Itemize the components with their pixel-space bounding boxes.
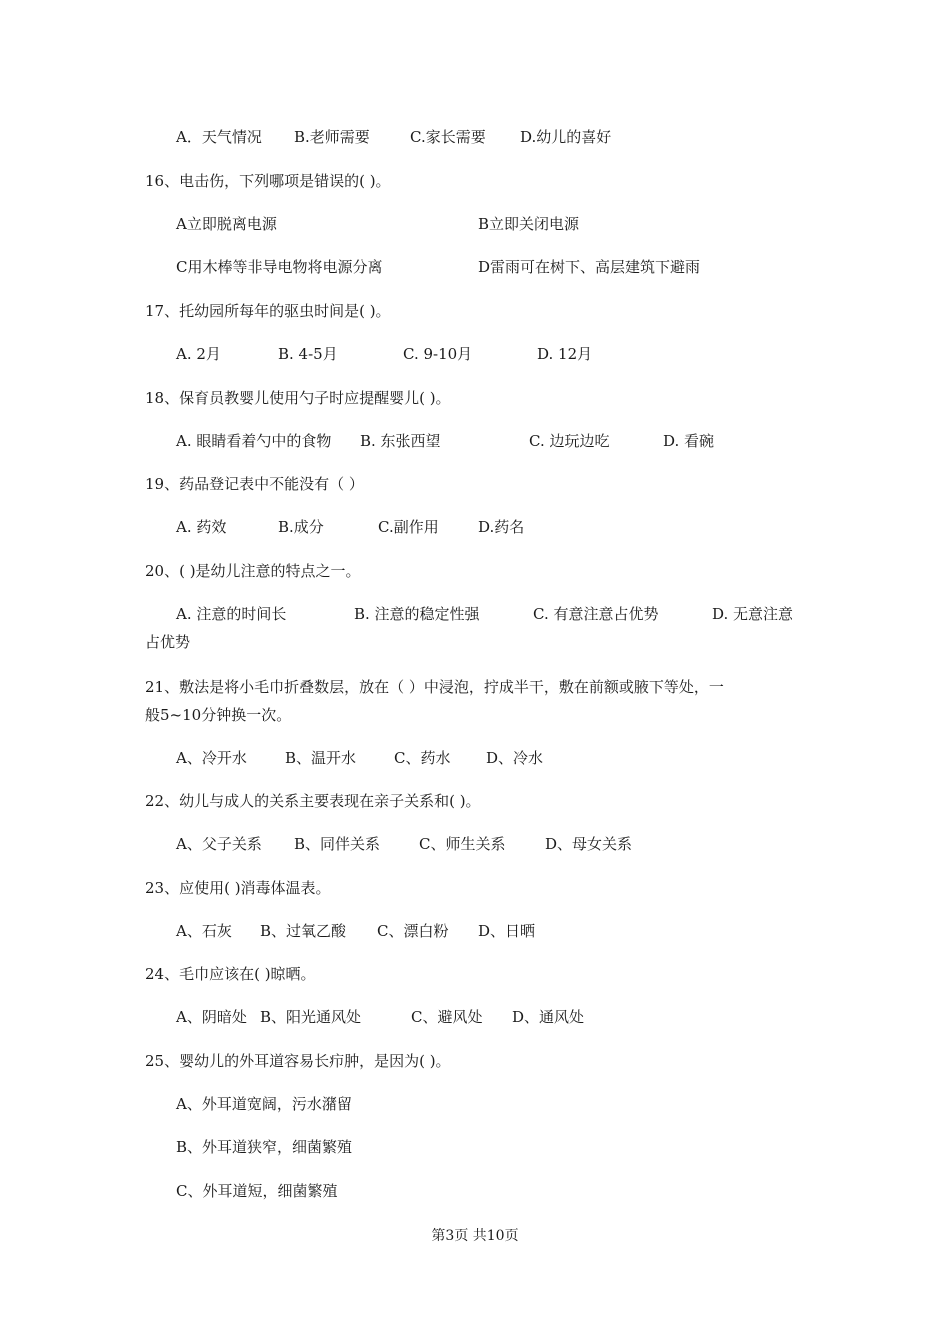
q18-option-a: A. 眼睛看着勺中的食物 (176, 432, 332, 450)
q15-option-d: D.幼儿的喜好 (520, 128, 612, 146)
q22-option-c: C、师生关系 (419, 835, 506, 853)
q17-option-d: D. 12月 (537, 345, 593, 363)
q21-question-continuation: 般5~10分钟换一次。 (145, 706, 292, 724)
q22-option-d: D、母女关系 (545, 835, 633, 853)
q20-option-a: A. 注意的时间长 (176, 605, 287, 623)
q21-option-b: B、温开水 (285, 749, 357, 767)
q22-option-a: A、父子关系 (176, 835, 262, 853)
q22-option-b: B、同伴关系 (294, 835, 381, 853)
q25-option-a: A、外耳道宽阔，污水潴留 (176, 1095, 352, 1113)
q23-question: 23、应使用( )消毒体温表。 (145, 879, 331, 897)
q16-option-a: A立即脱离电源 (176, 215, 277, 233)
q15-option-a: A．天气情况 (176, 128, 262, 146)
q23-option-b: B、过氧乙酸 (260, 922, 347, 940)
q21-option-a: A、冷开水 (176, 749, 247, 767)
q25-question: 25、婴幼儿的外耳道容易长疖肿，是因为( )。 (145, 1052, 451, 1070)
q15-option-c: C.家长需要 (410, 128, 486, 146)
q24-option-d: D、通风处 (512, 1008, 585, 1026)
q24-question: 24、毛巾应该在( )晾晒。 (145, 965, 316, 983)
q17-option-b: B. 4-5月 (278, 345, 338, 363)
q17-question: 17、托幼园所每年的驱虫时间是( )。 (145, 302, 391, 320)
q18-option-c: C. 边玩边吃 (529, 432, 610, 450)
q16-question: 16、电击伤，下列哪项是错误的( )。 (145, 172, 391, 190)
q23-option-c: C、漂白粉 (377, 922, 449, 940)
q21-option-d: D、冷水 (486, 749, 544, 767)
q16-option-b: B立即关闭电源 (478, 215, 580, 233)
q24-option-a: A、阴暗处 (176, 1008, 247, 1026)
q20-option-c: C. 有意注意占优势 (533, 605, 659, 623)
q16-option-c: C用木棒等非导电物将电源分离 (176, 258, 383, 276)
q18-option-b: B. 东张西望 (360, 432, 441, 450)
q17-option-c: C. 9-10月 (403, 345, 473, 363)
q24-option-b: B、阳光通风处 (260, 1008, 362, 1026)
q19-option-a: A. 药效 (176, 518, 227, 536)
q25-option-b: B、外耳道狭窄，细菌繁殖 (176, 1138, 353, 1156)
q16-option-d: D雷雨可在树下、高层建筑下避雨 (478, 258, 701, 276)
q23-option-d: D、日晒 (478, 922, 536, 940)
q19-question: 19、药品登记表中不能没有（ ） (145, 475, 364, 493)
page-number-footer: 第3页 共10页 (431, 1228, 519, 1244)
q21-option-c: C、药水 (394, 749, 451, 767)
q18-question: 18、保育员教婴儿使用勺子时应提醒婴儿( )。 (145, 389, 451, 407)
q24-option-c: C、避风处 (411, 1008, 483, 1026)
q20-option-d: D. 无意注意 (712, 605, 794, 623)
q23-option-a: A、石灰 (176, 922, 232, 940)
q25-option-c: C、外耳道短，细菌繁殖 (176, 1182, 338, 1200)
q20-option-b: B. 注意的稳定性强 (354, 605, 480, 623)
q21-question: 21、敷法是将小毛巾折叠数层，放在（ ）中浸泡，拧成半干，敷在前额或腋下等处，一 (145, 678, 724, 696)
q19-option-c: C.副作用 (378, 518, 439, 536)
q15-option-b: B.老师需要 (294, 128, 370, 146)
q20-option-d-continuation: 占优势 (145, 633, 191, 651)
q17-option-a: A. 2月 (176, 345, 221, 363)
q19-option-b: B.成分 (278, 518, 324, 536)
q18-option-d: D. 看碗 (663, 432, 715, 450)
q20-question: 20、( )是幼儿注意的特点之一。 (145, 562, 361, 580)
q19-option-d: D.药名 (478, 518, 525, 536)
q22-question: 22、幼儿与成人的关系主要表现在亲子关系和( )。 (145, 792, 481, 810)
